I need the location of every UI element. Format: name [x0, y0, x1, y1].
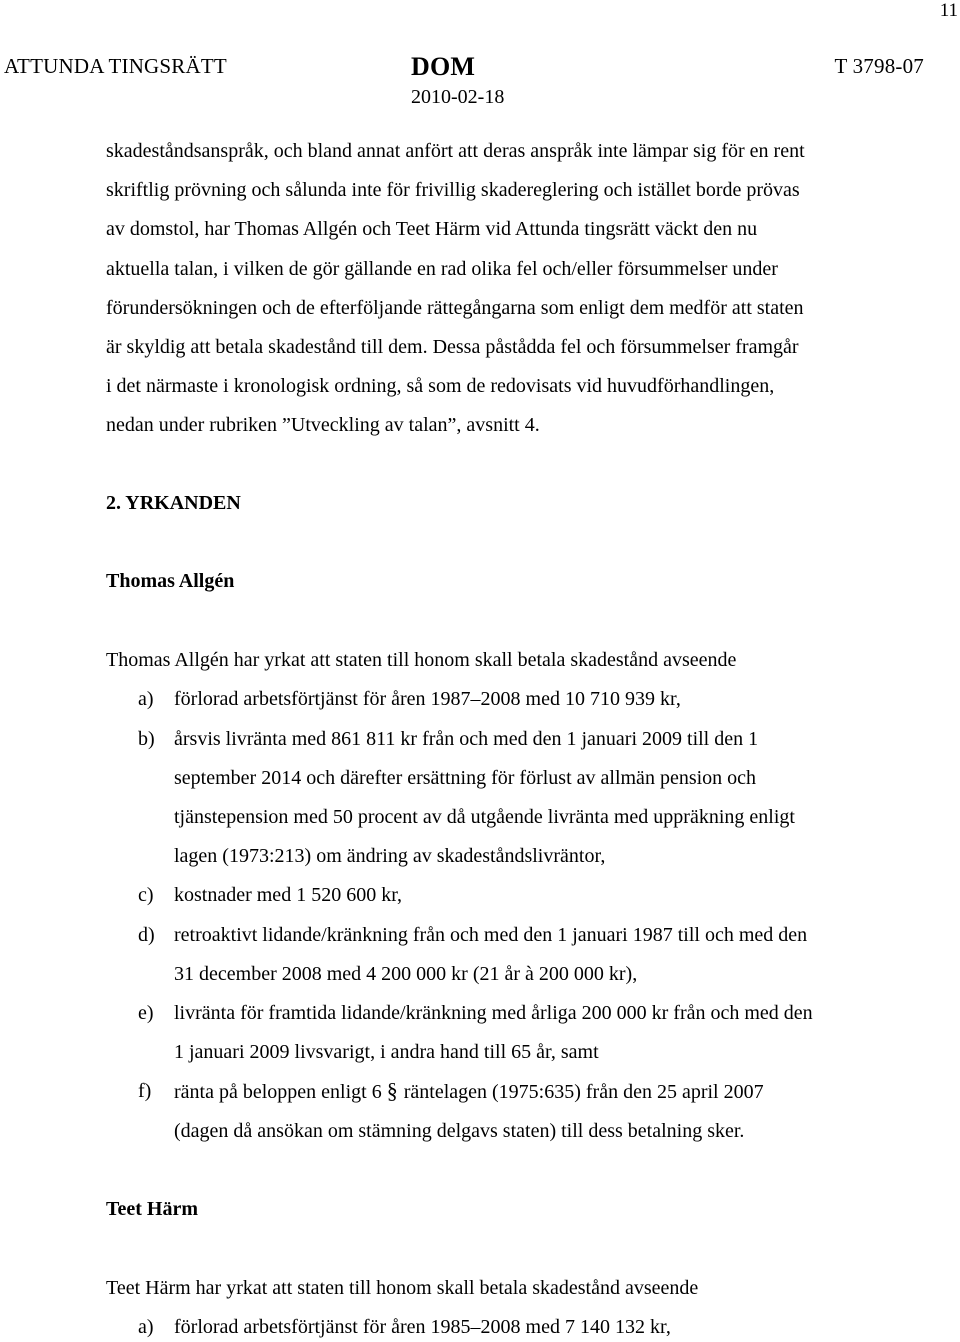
text-line: är skyldig att betala skadestånd till dem. Dessa påstådda fel och försummelser framgår: [106, 336, 799, 358]
text-line: nedan under rubriken ”Utveckling av talan”, avsnitt 4.: [106, 414, 540, 436]
text-line: skriftlig prövning och sålunda inte för frivillig skadereglering och istället borde prövas: [106, 179, 800, 201]
list-marker: f): [138, 1080, 152, 1102]
text-line: aktuella talan, i vilken de gör gällande en rad olika fel och/eller försummelser under: [106, 258, 778, 280]
claim-lead: Thomas Allgén har yrkat att staten till honom skall betala skadestånd avseende: [106, 649, 737, 671]
list-item-text: årsvis livränta med 861 811 kr från och med den 1 januari 2009 till den 1: [174, 728, 759, 750]
list-marker: a): [138, 688, 154, 710]
list-item-text: (dagen då ansökan om stämning delgavs staten) till dess betalning sker.: [174, 1120, 745, 1142]
paragraph-sign-icon: [387, 1080, 399, 1102]
list-marker: c): [138, 884, 154, 906]
list-item-text: förlorad arbetsförtjänst för åren 1985–2008 med 7 140 132 kr,: [174, 1316, 671, 1338]
list-item-text: förlorad arbetsförtjänst för åren 1987–2008 med 10 710 939 kr,: [174, 688, 681, 710]
list-item-text: kostnader med 1 520 600 kr,: [174, 884, 403, 906]
list-marker: a): [138, 1316, 154, 1338]
party-heading: Teet Härm: [106, 1198, 199, 1220]
document-date: 2010-02-18: [411, 86, 505, 108]
text-line: av domstol, har Thomas Allgén och Teet Härm vid Attunda tingsrätt väckt den nu: [106, 218, 758, 240]
text-line: förundersökningen och de efterföljande rättegångarna som enligt dem medför att staten: [106, 297, 804, 319]
list-item-text: [174, 1080, 764, 1104]
text-line: skadeståndsanspråk, och bland annat anfört att deras anspråk inte lämpar sig för en rent: [106, 140, 805, 162]
list-item-text: retroaktivt lidande/kränkning från och med den 1 januari 1987 till och med den: [174, 924, 808, 946]
list-item-text: livränta för framtida lidande/kränkning med årliga 200 000 kr från och med den: [174, 1002, 813, 1024]
party-heading: Thomas Allgén: [106, 570, 235, 592]
section-heading: 2. YRKANDEN: [106, 492, 241, 514]
list-item-text: 31 december 2008 med 4 200 000 kr (21 år à 200 000 kr),: [174, 963, 638, 985]
text-segment: räntelagen (1975:635) från den 25 april 2007: [398, 1081, 764, 1103]
list-marker: d): [138, 924, 155, 946]
text-line: i det närmaste i kronologisk ordning, så som de redovisats vid huvudförhandlingen,: [106, 375, 775, 397]
document-type: DOM: [411, 52, 476, 81]
claim-lead: Teet Härm har yrkat att staten till honom skall betala skadestånd avseende: [106, 1277, 699, 1299]
list-marker: e): [138, 1002, 154, 1024]
list-marker: b): [138, 728, 155, 750]
list-item-text: september 2014 och därefter ersättning för förlust av allmän pension och: [174, 767, 757, 789]
text-segment: ränta på beloppen enligt 6: [174, 1081, 387, 1103]
case-number: T 3798-07: [834, 54, 924, 78]
list-item-text: tjänstepension med 50 procent av då utgående livränta med uppräkning enligt: [174, 806, 795, 828]
page-number: 11: [939, 0, 958, 21]
list-item-text: 1 januari 2009 livsvarigt, i andra hand till 65 år, samt: [174, 1041, 599, 1063]
court-name: ATTUNDA TINGSRÄTT: [4, 54, 227, 78]
list-item-text: lagen (1973:213) om ändring av skadeståndslivräntor,: [174, 845, 606, 867]
